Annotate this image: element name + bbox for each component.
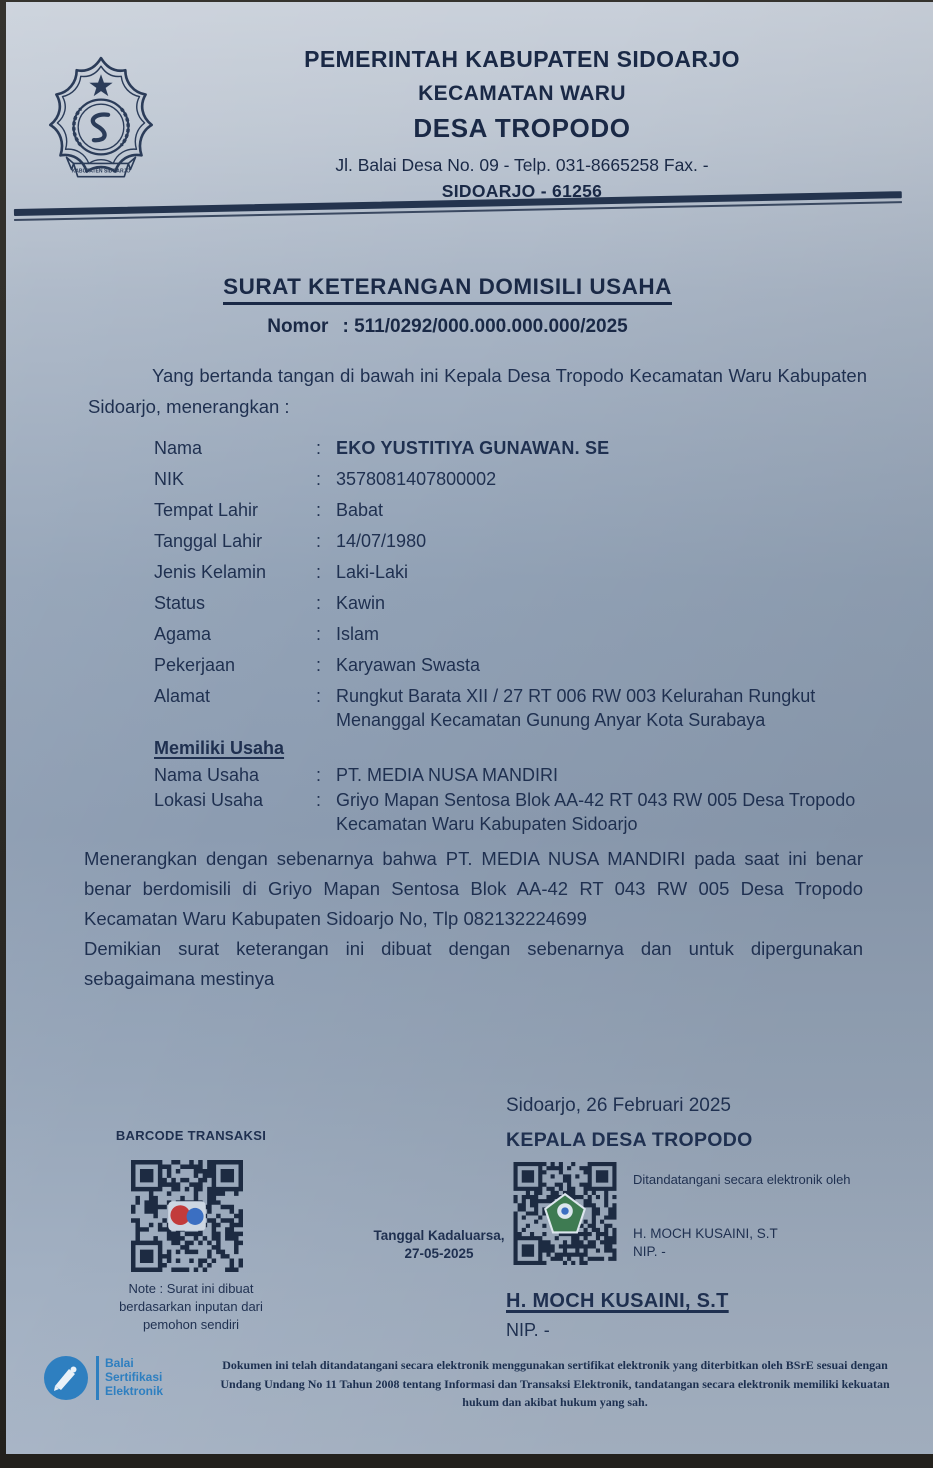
field-colon: : (316, 790, 322, 810)
closing-paragraph: Demikian surat keterangan ini dibuat dengan sebenarnya dan untuk dipergunakan sebagaimana mestinya (84, 937, 863, 989)
footer-divider (96, 1356, 99, 1400)
business-heading: Memiliki Usaha (154, 738, 285, 758)
field-row-lokasi-usaha (154, 788, 861, 836)
signer-name: H. MOCH KUSAINI, S.T (506, 1290, 729, 1312)
field-label: Agama (154, 624, 212, 644)
field-value: PT. MEDIA NUSA MANDIRI (336, 765, 559, 785)
field-colon: : (316, 593, 322, 613)
office-address: Jl. Balai Desa No. 09 - Telp. 031-8665258 Fax. - (335, 155, 709, 175)
field-colon: : (316, 531, 322, 551)
bsre-line1: Balai (105, 1356, 134, 1370)
bsre-logo-icon (42, 1354, 90, 1402)
government-name: PEMERINTAH KABUPATEN SIDOARJO (304, 46, 740, 72)
statement-paragraph: Menerangkan dengan sebenarnya bahwa PT. MEDIA NUSA MANDIRI pada saat ini benar benar berdomisili di Griyo Mapan Sentosa Blok AA-42 RT 043 RW 005 Desa Tropodo Kecamatan Waru Kabupaten Sidoarjo No, Tlp 082132224699 (84, 848, 863, 929)
transaction-qr-code (128, 1160, 246, 1272)
field-label: Tanggal Lahir (154, 531, 263, 551)
business-section (154, 736, 861, 837)
esign-qr-code (511, 1162, 619, 1265)
field-row-jenis-kelamin (154, 560, 861, 584)
field-label: Nama (154, 438, 203, 458)
barcode-note: Note : Surat ini dibuat berdasarkan inputan dari pemohon sendiri (119, 1281, 263, 1333)
field-row-nama (154, 436, 861, 460)
field-row-pekerjaan (154, 653, 861, 677)
bsre-line3: Elektronik (105, 1383, 164, 1398)
field-colon: : (316, 469, 322, 489)
field-value: 3578081407800002 (336, 469, 497, 489)
field-row-tempat-lahir (154, 498, 861, 522)
statement-block (84, 844, 863, 994)
field-value: Laki-Laki (336, 562, 409, 582)
field-row-alamat (154, 684, 861, 732)
field-colon: : (316, 655, 322, 675)
intro-paragraph: Yang bertanda tangan di bawah ini Kepala Desa Tropodo Kecamatan Waru Kabupaten Sidoarjo, menerangkan : (88, 365, 867, 418)
footer-disclaimer: Dokumen ini telah ditandatangani secara elektronik menggunakan sertifikat elektronik yang diterbitkan oleh BSrE sesuai dengan Undang Undang No 11 Tahun 2008 tentang Informasi dan Transaksi Elektronik, tandatangan secara elektronik memiliki kekuatan hukum dan akibat hukum yang sah. (220, 1358, 890, 1410)
bsre-footer (42, 1354, 905, 1412)
field-value: Griyo Mapan Sentosa Blok AA-42 RT 043 RW 005 Desa Tropodo Kecamatan Waru Kabupaten Sidoarjo (336, 790, 856, 834)
field-colon: : (316, 686, 322, 706)
signer-nip-small: NIP. - (633, 1244, 666, 1259)
emblem-star-icon (89, 74, 112, 96)
field-row-tanggal-lahir (154, 529, 861, 553)
field-colon: : (316, 765, 322, 785)
document-number (0, 316, 911, 338)
expiry-date-block (364, 1227, 514, 1263)
sidoarjo-emblem-icon (40, 52, 162, 204)
field-row-agama (154, 622, 861, 646)
field-label: Tempat Lahir (154, 500, 259, 520)
field-label: Nama Usaha (154, 765, 260, 785)
field-value: Kawin (336, 593, 386, 613)
number-label: Nomor (267, 316, 329, 337)
field-colon: : (316, 500, 322, 520)
field-row-nik (154, 467, 861, 491)
field-label: Lokasi Usaha (154, 790, 264, 810)
signer-nip: NIP. - (506, 1320, 550, 1340)
field-row-status (154, 591, 861, 615)
title-block (0, 274, 911, 338)
signatory-title: KEPALA DESA TROPODO (506, 1129, 753, 1151)
bsre-line2: Sertifikasi (105, 1369, 163, 1384)
bsre-logo-text (105, 1354, 163, 1398)
field-label: Jenis Kelamin (154, 562, 267, 582)
field-colon: : (316, 438, 322, 458)
field-value: Babat (336, 500, 384, 520)
field-label: Alamat (154, 686, 211, 706)
document-title: SURAT KETERANGAN DOMISILI USAHA (223, 274, 672, 305)
field-label: NIK (154, 469, 185, 489)
number-value: : 511/0292/000.000.000.000/2025 (342, 316, 628, 337)
district-name: KECAMATAN WARU (418, 82, 626, 105)
field-value: Islam (336, 624, 380, 644)
field-value: Rungkut Barata XII / 27 RT 006 RW 003 Kelurahan Rungkut Menanggal Kecamatan Gunung Anyar Kota Surabaya (336, 686, 816, 730)
esign-note: Ditandatangani secara elektronik oleh (633, 1172, 851, 1187)
expiry-date: 27-05-2025 (404, 1246, 474, 1262)
signature-section (6, 1080, 933, 1370)
field-colon: : (316, 624, 322, 644)
village-name: DESA TROPODO (413, 113, 631, 143)
field-colon: : (316, 562, 322, 582)
field-label: Pekerjaan (154, 655, 236, 675)
expiry-label: Tanggal Kadaluarsa, (373, 1228, 505, 1243)
field-row-nama-usaha (154, 763, 861, 787)
field-value: 14/07/1980 (336, 531, 427, 551)
signer-name-small: H. MOCH KUSAINI, S.T (633, 1226, 778, 1241)
field-value: Karyawan Swasta (336, 655, 481, 675)
place-and-date: Sidoarjo, 26 Februari 2025 (506, 1095, 731, 1116)
document-page (6, 2, 933, 1454)
letterhead (166, 46, 878, 202)
field-value: EKO YUSTITIYA GUNAWAN. SE (336, 438, 610, 458)
city-postal: SIDOARJO - 61256 (441, 181, 603, 201)
barcode-transaction-label: BARCODE TRANSAKSI (115, 1128, 267, 1143)
field-label: Status (154, 593, 206, 613)
emblem-banner-text: KABUPATEN SIDOARJO (71, 168, 131, 175)
person-fields (154, 436, 861, 739)
